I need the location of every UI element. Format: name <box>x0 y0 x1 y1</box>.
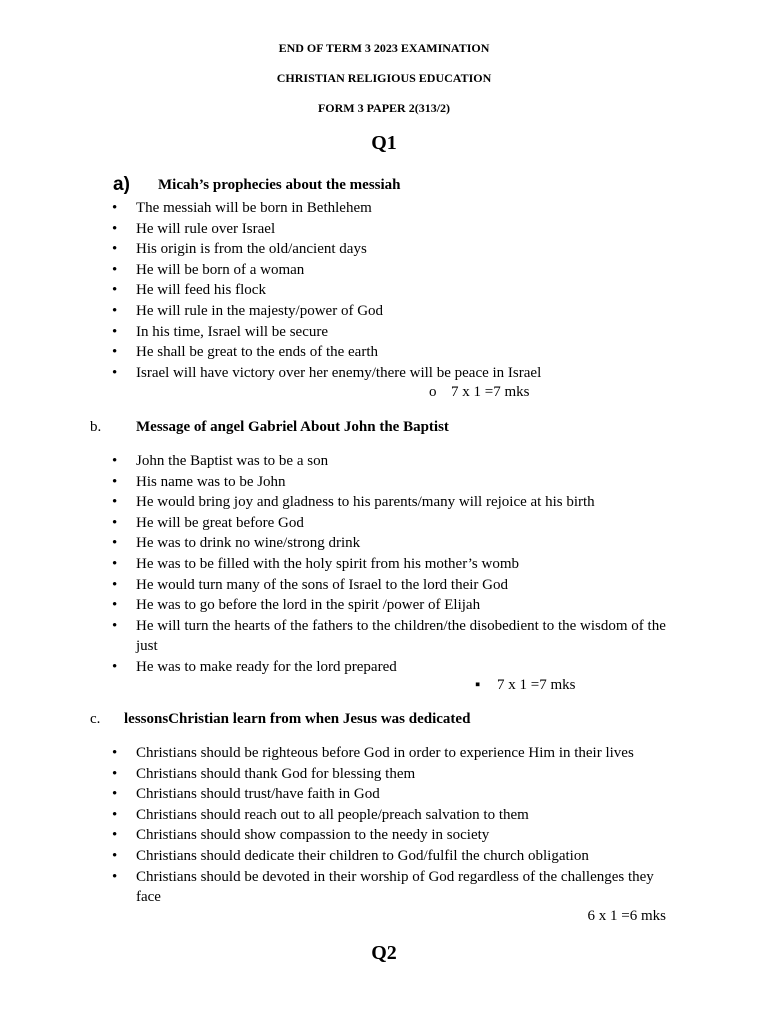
paper-title: FORM 3 PAPER 2(313/2) <box>317 101 451 115</box>
list-item <box>0 867 768 908</box>
list-item <box>0 198 768 219</box>
list-item-text: Christians should be righteous before God in order to experience Him in their lives <box>136 745 634 761</box>
section-b-marks-text: 7 x 1 =7 mks <box>497 677 576 693</box>
list-item <box>0 616 768 657</box>
marks-square-bullet-icon: ▪ <box>475 677 481 693</box>
bullet-icon: • <box>112 806 118 823</box>
list-item-text: Christians should dedicate their children to God/fulfil the church obligation <box>136 847 589 864</box>
list-item-text: The messiah will be born in Bethlehem <box>136 200 372 216</box>
list-item <box>0 805 768 826</box>
bullet-icon: • <box>112 786 118 803</box>
list-item <box>0 784 768 805</box>
list-item-text: He was to make ready for the lord prepared <box>136 658 397 675</box>
list-item <box>0 342 768 363</box>
list-item <box>0 513 768 534</box>
section-b-marks <box>475 677 575 694</box>
bullet-icon: • <box>112 302 118 319</box>
list-item-text: He will turn the hearts of the fathers to the children/the disobedient to the wisdom of the just <box>136 617 666 655</box>
bullet-icon: • <box>112 597 118 614</box>
list-item-text: He will rule over Israel <box>136 220 276 237</box>
marks-bullet-icon: o <box>429 384 437 400</box>
question-1-title: Q1 <box>371 132 397 154</box>
list-item-text: Christians should be devoted in their worship of God regardless of the challenges they face <box>136 868 654 906</box>
bullet-icon: • <box>112 617 118 634</box>
section-b-heading: Message of angel Gabriel About John the Baptist <box>136 419 449 435</box>
subject-title: CHRISTIAN RELIGIOUS EDUCATION <box>276 71 492 85</box>
list-item <box>0 301 768 322</box>
section-a-marks <box>429 384 529 401</box>
list-item <box>0 472 768 493</box>
bullet-icon: • <box>112 658 118 675</box>
section-c-list <box>0 743 768 908</box>
list-item-text: He will rule in the majesty/power of God <box>136 302 384 319</box>
list-item-text: He was to go before the lord in the spirit /power of Elijah <box>136 597 481 614</box>
list-item-text: He was to be filled with the holy spirit from his mother’s womb <box>136 555 520 572</box>
list-item <box>0 260 768 281</box>
section-a-letter: a) <box>113 174 130 195</box>
bullet-icon: • <box>112 494 118 511</box>
bullet-icon: • <box>112 200 118 216</box>
list-item-text: Christians should reach out to all people/preach salvation to them <box>136 806 529 823</box>
section-b-letter: b. <box>90 419 102 435</box>
bullet-icon: • <box>112 514 118 531</box>
list-item-text: His name was to be John <box>136 473 286 490</box>
bullet-icon: • <box>112 827 118 844</box>
list-item-text: He will be great before God <box>136 514 304 531</box>
bullet-icon: • <box>112 220 118 237</box>
bullet-icon: • <box>112 765 118 782</box>
section-c-heading: lessonsChristian learn from when Jesus was dedicated <box>124 711 471 727</box>
list-item-text: He will feed his flock <box>136 282 266 299</box>
list-item-text: Israel will have victory over her enemy/there will be peace in Israel <box>136 364 542 381</box>
bullet-icon: • <box>112 868 118 885</box>
bullet-icon: • <box>112 555 118 572</box>
list-item <box>0 492 768 513</box>
list-item <box>0 764 768 785</box>
bullet-icon: • <box>112 241 118 258</box>
bullet-icon: • <box>112 453 118 469</box>
bullet-icon: • <box>112 344 118 361</box>
list-item <box>0 451 768 472</box>
section-a-marks-text: 7 x 1 =7 mks <box>451 384 530 400</box>
list-item <box>0 595 768 616</box>
list-item <box>0 846 768 867</box>
list-item-text: He will be born of a woman <box>136 261 305 278</box>
bullet-icon: • <box>112 745 118 761</box>
list-item-text: Christians should thank God for blessing them <box>136 765 416 782</box>
list-item <box>0 322 768 343</box>
bullet-icon: • <box>112 535 118 552</box>
bullet-icon: • <box>112 364 118 381</box>
list-item <box>0 743 768 764</box>
bullet-icon: • <box>112 847 118 864</box>
list-item <box>0 280 768 301</box>
list-item-text: Christians should show compassion to the needy in society <box>136 827 490 844</box>
list-item <box>0 825 768 846</box>
list-item-text: He would bring joy and gladness to his parents/many will rejoice at his birth <box>136 494 595 511</box>
list-item <box>0 533 768 554</box>
list-item-text: He shall be great to the ends of the earth <box>136 344 378 361</box>
section-b-list <box>0 451 768 678</box>
list-item <box>0 575 768 596</box>
list-item-text: His origin is from the old/ancient days <box>136 241 367 258</box>
bullet-icon: • <box>112 282 118 299</box>
list-item-text: Christians should trust/have faith in God <box>136 786 380 803</box>
list-item <box>0 554 768 575</box>
list-item <box>0 363 768 384</box>
section-c-letter: c. <box>90 711 101 727</box>
exam-title: END OF TERM 3 2023 EXAMINATION <box>278 41 490 55</box>
section-a-list <box>0 198 768 383</box>
list-item <box>0 239 768 260</box>
list-item <box>0 219 768 240</box>
list-item-text: He would turn many of the sons of Israel to the lord their God <box>136 576 509 593</box>
bullet-icon: • <box>112 576 118 593</box>
list-item-text: John the Baptist was to be a son <box>136 453 329 469</box>
bullet-icon: • <box>112 323 118 340</box>
section-a-heading: Micah’s prophecies about the messiah <box>158 177 401 193</box>
list-item <box>0 657 768 678</box>
list-item-text: He was to drink no wine/strong drink <box>136 535 361 552</box>
list-item-text: In his time, Israel will be secure <box>136 323 329 340</box>
bullet-icon: • <box>112 261 118 278</box>
section-c-marks: 6 x 1 =6 mks <box>587 908 666 924</box>
question-2-title: Q2 <box>371 942 397 964</box>
bullet-icon: • <box>112 473 118 490</box>
